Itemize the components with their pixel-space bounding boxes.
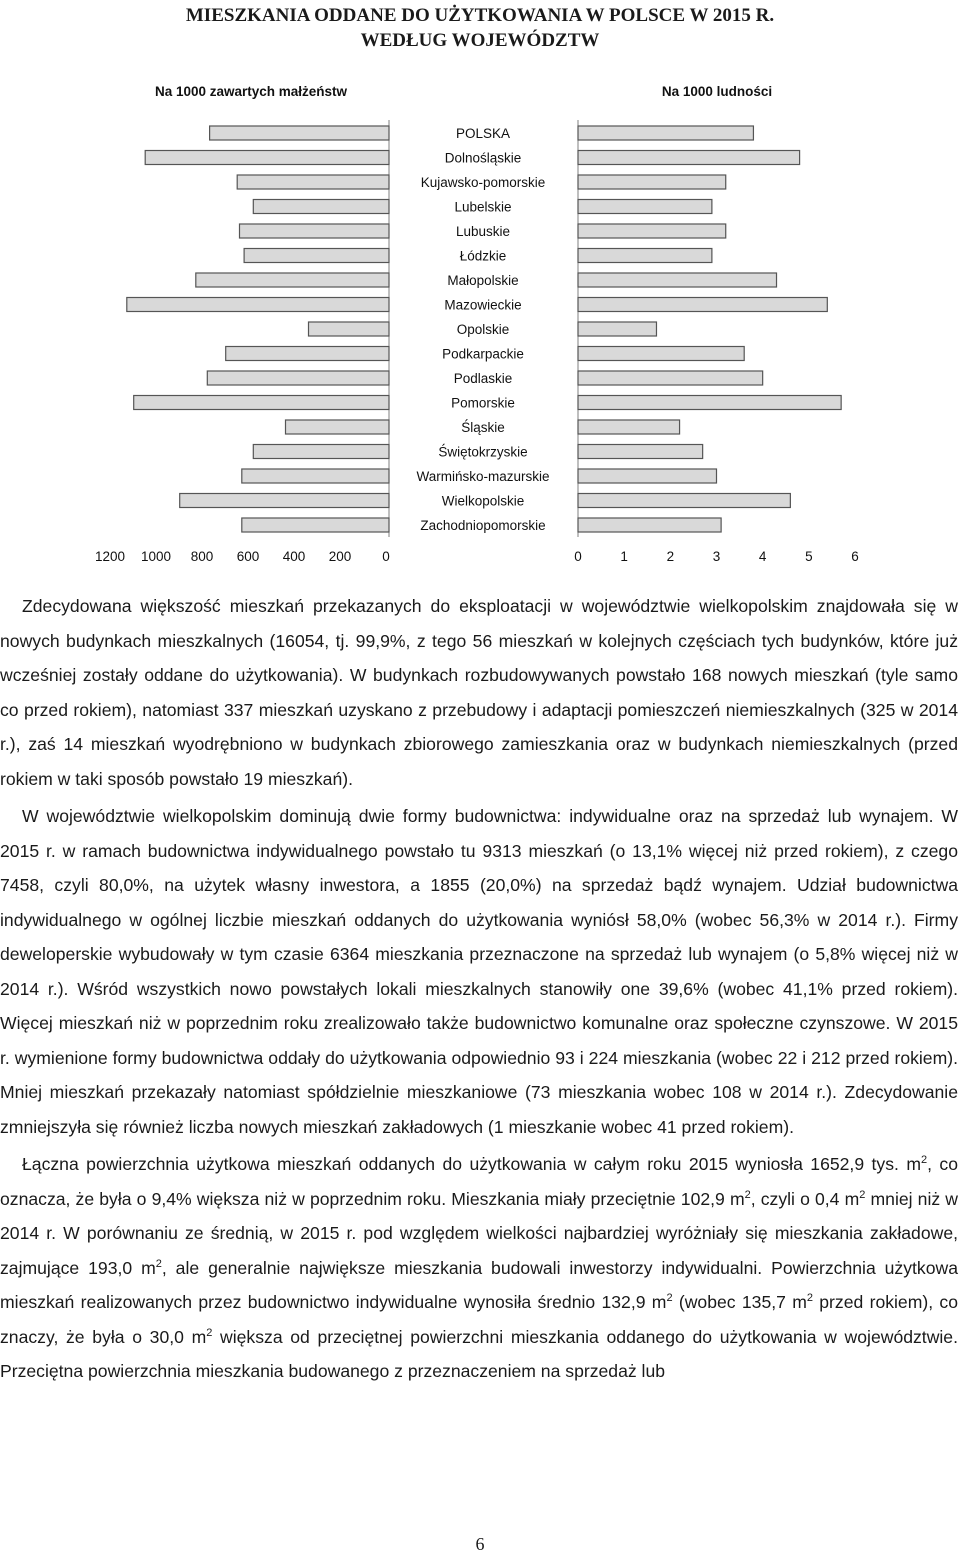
- right-tick-label: 1: [620, 549, 628, 564]
- right-bar-6: [578, 273, 777, 287]
- left-bar-3: [253, 200, 389, 214]
- left-bar-8: [309, 322, 390, 336]
- superscript: 2: [744, 1188, 751, 1201]
- right-bar-16: [578, 518, 721, 532]
- left-bar-12: [286, 420, 390, 434]
- paragraph-3: [0, 1147, 958, 1389]
- left-bar-4: [240, 224, 390, 238]
- text-run: , co oznacza, że była o 9,4% większa niż w poprzednim roku. Mieszkania miały przeciętnie 102,9 m: [0, 1154, 959, 1209]
- left-bar-7: [127, 298, 389, 312]
- left-bar-1: [145, 151, 389, 165]
- right-tick-label: 6: [851, 549, 859, 564]
- right-bar-1: [578, 151, 800, 165]
- superscript: 2: [920, 1154, 928, 1166]
- category-label: Dolnośląskie: [444, 150, 522, 166]
- right-bar-14: [578, 469, 717, 483]
- left-bar-14: [242, 469, 389, 483]
- left-bar-0: [210, 126, 389, 140]
- category-label: Opolskie: [456, 322, 510, 337]
- page-title-line1: MIESZKANIA ODDANE DO UŻYTKOWANIA W POLSCE W 2015 R.: [185, 5, 775, 26]
- right-tick-label: 2: [666, 549, 675, 564]
- text-run: większa od przeciętnej powierzchni mieszkania oddanego do użytkowania w województwie. Przeciętna powierzchnia mieszkania budowanego z przeznaczeniem na sprzedaż lub: [0, 1326, 958, 1381]
- left-tick-label: 400: [282, 549, 306, 564]
- left-bar-10: [207, 371, 389, 385]
- superscript: 2: [155, 1257, 162, 1270]
- text-run: , ale generalnie największe mieszkania budowali inwestorzy indywidualni. Powierzchnia użytkowa mieszkań realizowanych przez budownictwo indywidualne wynosiła średnio 132,9 m: [0, 1257, 958, 1312]
- text-run: W województwie wielkopolskim dominują dwie formy budownictwa: indywidualne oraz na sprzedaż lub wynajem. W 2015 r. w ramach budownictwa indywidualnego powstało tu 9313 mieszkań (o 13,1% więcej niż przed rokiem), z czego 7458, czyli 80,0%, na użytek własny inwestora, a 1855 (20,0%) na sprzedaż bądź wynajem. Udział budownictwa indywidualnego w ogólnej liczbie mieszkań oddanych do użytkowania wyniósł 58,0% (wobec 56,3% w 2014 r.). Firmy deweloperskie wybudowały w tym czasie 6364 mieszkania przeznaczone na sprzedaż lub wynajem (o 5,8% więcej niż w 2014 r.). Wśród wszystkich nowo powstałych lokali mieszkalnych stanowiły one 39,6% (wobec 41,1% przed rokiem). Więcej mieszkań niż w poprzednim roku zrealizowało także budownictwo komunalne oraz społeczne czynszowe. W 2015 r. wymienione formy budownictwa oddały do użytkowania odpowiednio 93 i 224 mieszkania (wobec 22 i 212 przed rokiem). Mniej mieszkań przekazały natomiast spółdzielnie mieszkaniowe (73 mieszkania wobec 108 w 2014 r.). Zdecydowanie zmniejszyła się również liczba nowych mieszkań zakładowych (1 mieszkanie wobec 41 przed rokiem).: [0, 806, 958, 1137]
- left-tick-label: 0: [382, 549, 390, 564]
- category-label: Podlaskie: [453, 371, 513, 386]
- left-tick-label: 600: [236, 549, 260, 564]
- right-bar-12: [578, 420, 680, 434]
- superscript: 2: [859, 1188, 866, 1201]
- category-label: Pomorskie: [451, 395, 515, 411]
- text-run: (wobec 135,7 m: [672, 1292, 807, 1312]
- category-label: Wielkopolskie: [441, 493, 525, 509]
- right-bar-4: [578, 224, 726, 238]
- text-run: mniej niż w 2014 r. W porównaniu ze średnią, w 2015 r. pod względem wielkości najbardziej wyróżniały się mieszkania zakładowe, zajmujące 193,0 m: [0, 1188, 958, 1278]
- left-bar-15: [180, 494, 389, 508]
- right-tick-label: 5: [805, 549, 813, 564]
- page-number: 6: [475, 1534, 485, 1554]
- right-tick-label: 4: [758, 549, 767, 564]
- page-title-line2: WEDŁUG WOJEWÓDZTW: [360, 30, 600, 51]
- left-tick-label: 1000: [140, 549, 172, 564]
- left-bar-16: [242, 518, 389, 532]
- category-label: Kujawsko-pomorskie: [420, 175, 546, 190]
- right-bar-13: [578, 445, 703, 459]
- right-bar-2: [578, 175, 726, 189]
- left-bar-11: [134, 396, 389, 410]
- body-text: [0, 589, 958, 1389]
- right-bar-7: [578, 298, 827, 312]
- left-bar-5: [244, 249, 389, 263]
- left-bar-9: [226, 347, 389, 361]
- right-bar-3: [578, 200, 712, 214]
- paragraph-1: [0, 589, 958, 796]
- left-bar-6: [196, 273, 389, 287]
- category-label: POLSKA: [455, 126, 511, 141]
- right-bar-8: [578, 322, 656, 336]
- right-tick-label: 0: [574, 549, 582, 564]
- category-label: Małopolskie: [447, 273, 519, 288]
- text-run: przed rokiem), co znaczy, że była o 30,0 m: [0, 1292, 958, 1347]
- category-label: Zachodniopomorskie: [420, 518, 546, 533]
- left-tick-label: 200: [328, 549, 352, 564]
- paragraph-2: [0, 799, 958, 1144]
- text-run: Zdecydowana większość mieszkań przekazanych do eksploatacji w województwie wielkopolskim znajdowała się w nowych budynkach mieszkalnych (16054, tj. 99,9%, z tego 56 mieszkań w kolejnych częściach tych budynków, które już wcześniej zostały oddane do użytkowania). W budynkach rozbudowywanych powstało 168 nowych mieszkań (tyle samo co przed rokiem), natomiast 337 mieszkań uzyskano z przebudowy i adaptacji pomieszczeń niemieszkalnych (325 w 2014 r.), zaś 14 mieszkań wyodrębniono w budynkach zbiorowego zamieszkania oraz w budynkach niemieszkalnych (przed rokiem w taki sposób powstało 19 mieszkań).: [0, 596, 958, 789]
- right-bar-11: [578, 396, 841, 410]
- category-label: Podkarpackie: [442, 346, 524, 362]
- right-bar-15: [578, 494, 790, 508]
- left-tick-label: 1200: [94, 549, 126, 564]
- right-bar-0: [578, 126, 753, 140]
- category-label: Śląskie: [461, 420, 505, 435]
- right-tick-label: 3: [712, 549, 721, 564]
- category-label: Lubelskie: [454, 199, 512, 215]
- superscript: 2: [806, 1292, 813, 1304]
- right-series-title: Na 1000 ludności: [661, 84, 773, 99]
- right-bar-10: [578, 371, 763, 385]
- left-series-title: Na 1000 zawartych małżeństw: [154, 84, 348, 99]
- left-tick-label: 800: [190, 549, 214, 564]
- category-label: Świętokrzyskie: [438, 444, 528, 460]
- text-run: Łączna powierzchnia użytkowa mieszkań oddanych do użytkowania w całym roku 2015 wyniosła 1652,9 tys. m: [22, 1154, 921, 1174]
- right-bar-9: [578, 347, 744, 361]
- superscript: 2: [666, 1292, 673, 1304]
- superscript: 2: [206, 1326, 213, 1339]
- category-label: Warmińsko-mazurskie: [416, 469, 550, 484]
- chart-svg: [0, 70, 960, 570]
- right-bar-5: [578, 249, 712, 263]
- category-label: Łódzkie: [459, 248, 507, 264]
- voivodeship-chart: [0, 70, 960, 570]
- left-bar-13: [253, 445, 389, 459]
- category-label: Mazowieckie: [444, 297, 522, 313]
- category-label: Lubuskie: [455, 224, 511, 239]
- text-run: , czyli o 0,4 m: [750, 1188, 860, 1209]
- left-bar-2: [237, 175, 389, 189]
